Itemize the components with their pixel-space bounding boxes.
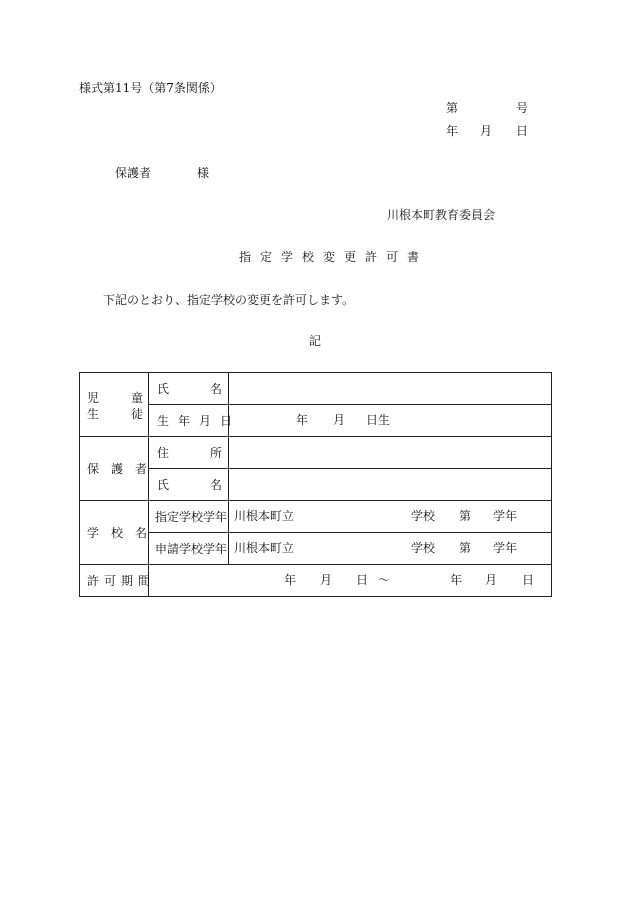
designated-school-grade: 学年 <box>493 509 518 523</box>
requested-school-value[interactable] <box>229 533 552 565</box>
designated-school-label <box>149 501 229 533</box>
ki-heading: 記 <box>309 334 322 348</box>
date-year: 年 <box>446 124 459 138</box>
guardian-name-value[interactable] <box>229 469 552 501</box>
child-group-label <box>80 373 149 437</box>
designated-school-label-text: 指定学校学年 <box>155 510 228 524</box>
table-row-child-name <box>80 373 552 405</box>
child-label-dou: 童 <box>131 390 144 405</box>
issuer: 川根本町教育委員会 <box>387 208 496 222</box>
form-table <box>79 372 552 597</box>
date-day: 日 <box>516 124 529 138</box>
requested-school-label <box>149 533 229 565</box>
period-from-day: 日 <box>356 573 369 587</box>
requested-school-grade: 学年 <box>493 541 518 555</box>
period-tilde: ～ <box>378 573 391 587</box>
birthdate-month: 月 <box>333 413 346 427</box>
period-label <box>80 565 156 597</box>
child-name-label <box>149 373 229 405</box>
guardian-name-label-shi: 氏 <box>157 478 170 492</box>
school-group-label <box>80 501 160 565</box>
document-title: 指定学校変更許可書 <box>239 250 429 264</box>
requested-school-school: 学校 <box>411 541 436 555</box>
child-label-sei: 生 <box>87 406 100 421</box>
body-text: 下記のとおり、指定学校の変更を許可します。 <box>103 293 355 307</box>
birthdate-day: 日生 <box>366 413 391 427</box>
period-from-month: 月 <box>320 573 333 587</box>
designated-school-dai: 第 <box>459 509 472 523</box>
designated-school-school: 学校 <box>411 509 436 523</box>
guardian-name-label-mei: 名 <box>209 478 222 492</box>
guardian-name-label <box>149 469 229 501</box>
addressee-label: 保護者 <box>115 166 152 180</box>
guardian-group-label <box>80 437 160 501</box>
birthdate-label <box>149 405 242 437</box>
doc-number-go: 号 <box>516 101 529 115</box>
table-row-birthdate <box>80 405 552 437</box>
guardian-group-label-text: 保護者 <box>87 462 160 476</box>
form-number: 様式第11号（第7条関係） <box>79 81 222 95</box>
child-name-label-shi: 氏 <box>157 382 170 396</box>
period-to-day: 日 <box>522 573 535 587</box>
table-row-period <box>80 565 552 597</box>
designated-school-value[interactable] <box>229 501 552 533</box>
guardian-address-label <box>149 437 229 469</box>
guardian-address-label-ju: 住 <box>157 446 170 460</box>
requested-school-dai: 第 <box>459 541 472 555</box>
birthdate-year: 年 <box>296 413 309 427</box>
guardian-address-value[interactable] <box>229 437 552 469</box>
child-label-ji: 児 <box>87 390 100 405</box>
addressee-sama: 様 <box>197 166 210 180</box>
birthdate-value[interactable] <box>229 405 552 437</box>
period-to-year: 年 <box>450 573 463 587</box>
child-label-to: 徒 <box>131 406 144 421</box>
designated-school-town: 川根本町立 <box>234 509 295 523</box>
table-row-guardian-address <box>80 437 552 469</box>
child-name-label-mei: 名 <box>209 382 222 396</box>
school-group-label-text: 学校名 <box>87 526 160 540</box>
requested-school-label-text: 申請学校学年 <box>155 542 228 556</box>
table-row-designated-school <box>80 501 552 533</box>
doc-number-dai: 第 <box>446 101 459 115</box>
guardian-address-label-sho: 所 <box>209 446 222 460</box>
child-name-value[interactable] <box>229 373 552 405</box>
period-value[interactable] <box>149 565 552 597</box>
period-label-text: 許可期間 <box>87 574 156 588</box>
date-month: 月 <box>480 124 493 138</box>
period-from-year: 年 <box>284 573 297 587</box>
period-to-month: 月 <box>485 573 498 587</box>
birthdate-label-text: 生年月日 <box>157 414 242 428</box>
requested-school-town: 川根本町立 <box>234 541 295 555</box>
